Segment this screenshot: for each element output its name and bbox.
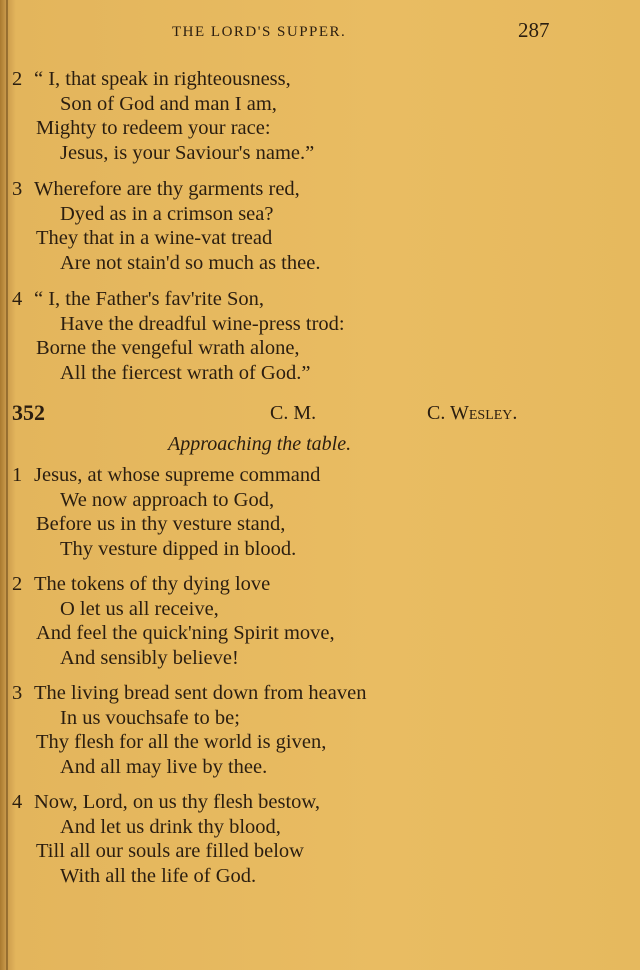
verse-line	[12, 177, 320, 202]
verse-line: Thy flesh for all the world is given,	[36, 731, 327, 753]
stanza	[12, 790, 320, 888]
verse-line: Son of God and man I am,	[60, 92, 277, 115]
stanza-number: 3	[12, 178, 23, 200]
verse-text: The living bread sent down from heaven	[34, 682, 367, 704]
verse-line: O let us all receive,	[60, 597, 219, 620]
stanza-number: 2	[12, 68, 23, 90]
verse-line: Have the dreadful wine-press trod:	[60, 312, 345, 335]
verse-line: Are not stain'd so much as thee.	[60, 251, 321, 274]
verse-line	[12, 287, 345, 312]
verse-line: We now approach to God,	[60, 488, 275, 511]
verse-text: “ I, that speak in righteousness,	[34, 68, 291, 90]
verse-line: In us vouchsafe to be;	[60, 706, 240, 729]
verse-line: And feel the quick'ning Spirit move,	[36, 622, 335, 644]
stanza	[12, 681, 366, 779]
stanza	[12, 67, 314, 165]
hymn-number: 352	[12, 400, 45, 425]
hymn-subtitle: Approaching the table.	[168, 433, 352, 455]
page-gutter	[6, 0, 8, 970]
verse-line: And sensibly believe!	[60, 646, 239, 669]
verse-line	[12, 790, 320, 815]
verse-text: Jesus, at whose supreme command	[34, 464, 321, 486]
hymn-author: C. Wesley.	[427, 402, 518, 424]
stanza-number: 4	[12, 791, 23, 813]
stanza-number: 1	[12, 464, 23, 486]
verse-text: The tokens of thy dying love	[34, 573, 271, 595]
stanza	[12, 463, 320, 561]
verse-line: And let us drink thy blood,	[60, 815, 281, 838]
stanza-number: 2	[12, 573, 23, 595]
verse-line	[12, 572, 335, 597]
page-header	[0, 18, 640, 48]
page-number: 287	[518, 18, 550, 42]
verse-line: With all the life of God.	[60, 864, 257, 887]
verse-line	[12, 67, 314, 92]
verse-line: Till all our souls are filled below	[36, 840, 304, 862]
verse-line: They that in a wine-vat tread	[36, 227, 273, 249]
stanza	[12, 177, 320, 275]
stanza-number: 4	[12, 288, 23, 310]
verse-text: Wherefore are thy garments red,	[34, 178, 300, 200]
verse-line: Mighty to redeem your race:	[36, 117, 271, 139]
hymn-heading	[12, 400, 627, 430]
verse-line: All the fiercest wrath of God.”	[60, 361, 311, 384]
verse-line: Borne the vengeful wrath alone,	[36, 337, 300, 359]
running-title: THE LORD'S SUPPER.	[172, 24, 347, 40]
verse-line: Jesus, is your Saviour's name.”	[60, 141, 315, 164]
stanza	[12, 572, 335, 670]
verse-line: And all may live by thee.	[60, 755, 268, 778]
stanza-number: 3	[12, 682, 23, 704]
verse-line	[12, 681, 366, 706]
verse-text: “ I, the Father's fav'rite Son,	[34, 288, 264, 310]
stanza	[12, 287, 345, 385]
verse-text: Now, Lord, on us thy flesh bestow,	[34, 791, 321, 813]
verse-line: Before us in thy vesture stand,	[36, 513, 286, 535]
verse-line: Thy vesture dipped in blood.	[60, 537, 297, 560]
hymn-meter: C. M.	[270, 402, 317, 424]
verse-line	[12, 463, 320, 488]
verse-line: Dyed as in a crimson sea?	[60, 202, 274, 225]
